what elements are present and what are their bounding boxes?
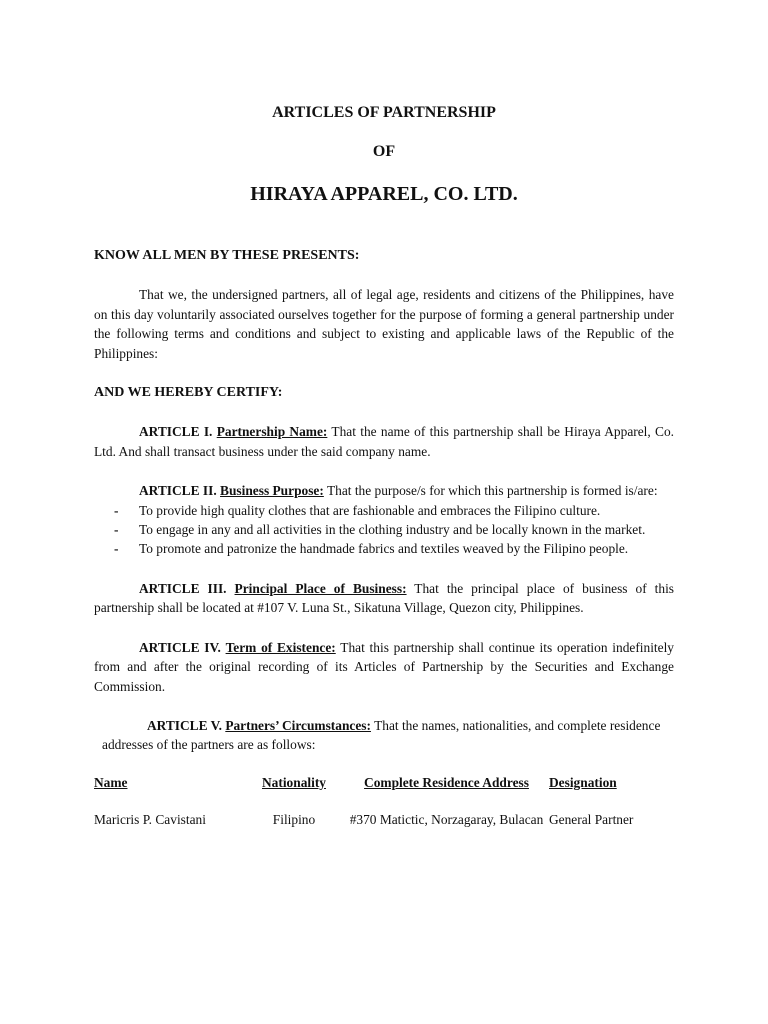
article-1-label: ARTICLE I. [139,424,213,440]
article-1 [94,422,674,461]
document-title-of: OF [372,143,396,160]
certify-heading: AND WE HEREBY CERTIFY: [94,385,283,401]
table-row [94,810,674,829]
article-2-title: Business Purpose: [220,483,324,499]
article-3-title: Principal Place of Business: [234,580,407,596]
article-4-text: That this partnership shall continue its operation indefinitely from and after the original recording of its Articles of Partnership by the Securities and Exchange Commission. [94,639,675,694]
partners-table-header [94,773,674,792]
article-2-label: ARTICLE II. [139,483,217,499]
article-4-label: ARTICLE IV. [139,639,221,655]
header-designation: Designation [549,774,617,790]
partner-name: Maricris P. Cavistani [94,812,206,828]
intro-paragraph: That we, the undersigned partners, all of legal age, residents and citizens of the Philippines, have on this day voluntarily associated ourselves together for the purpose of forming a general partnership under the following terms and conditions and subject to existing and applicable laws of the Republic of the Philippines: [94,287,674,361]
article-4-title: Term of Existence: [225,639,336,655]
article-2-text: That the purpose/s for which this partnership is formed is/are: [326,483,658,499]
document-title: ARTICLES OF PARTNERSHIP [272,104,496,121]
partner-address: #370 Matictic, Norzagaray, Bulacan [349,812,544,828]
header-address: Complete Residence Address [364,774,529,790]
article-3-label: ARTICLE III. [139,580,227,596]
article-1-text: That the name of this partnership shall be Hiraya Apparel, Co. Ltd. And shall transact business under the said company name. [94,424,674,459]
article-3-text: That the principal place of business of this partnership shall be located at #107 V. Luna St., Sikatuna Village, Quezon city, Philippines. [94,580,674,616]
partners-table [94,773,674,830]
bullet-dash: - [114,522,119,538]
article-5-text: That the names, nationalities, and complete residence addresses of the partners are as follows: [102,717,661,753]
purpose-item: - To provide high quality clothes that are fashionable and embraces the Filipino culture. [94,501,674,520]
purpose-item: - To engage in any and all activities in the clothing industry and be locally known in the market. [94,520,674,539]
header-name: Name [94,774,128,790]
purpose-item: - To promote and patronize the handmade fabrics and textiles weaved by the Filipino people. [94,539,674,558]
article-3 [94,579,674,618]
article-5 [94,716,674,755]
purpose-list [94,501,674,559]
partner-nationality: Filipino [272,812,316,828]
company-name-heading: HIRAYA APPAREL, CO. LTD. [250,183,518,205]
document-body [94,246,674,830]
article-2 [94,481,674,500]
bullet-dash: - [114,502,119,518]
article-1-title: Partnership Name: [216,424,328,440]
article-4 [94,638,674,696]
article-5-title: Partners’ Circumstances: [225,717,371,733]
salutation: KNOW ALL MEN BY THESE PRESENTS: [94,248,360,263]
partner-designation: General Partner [549,812,634,828]
article-5-label: ARTICLE V. [147,717,222,733]
header-nationality: Nationality [262,774,326,790]
bullet-dash: - [114,541,119,557]
